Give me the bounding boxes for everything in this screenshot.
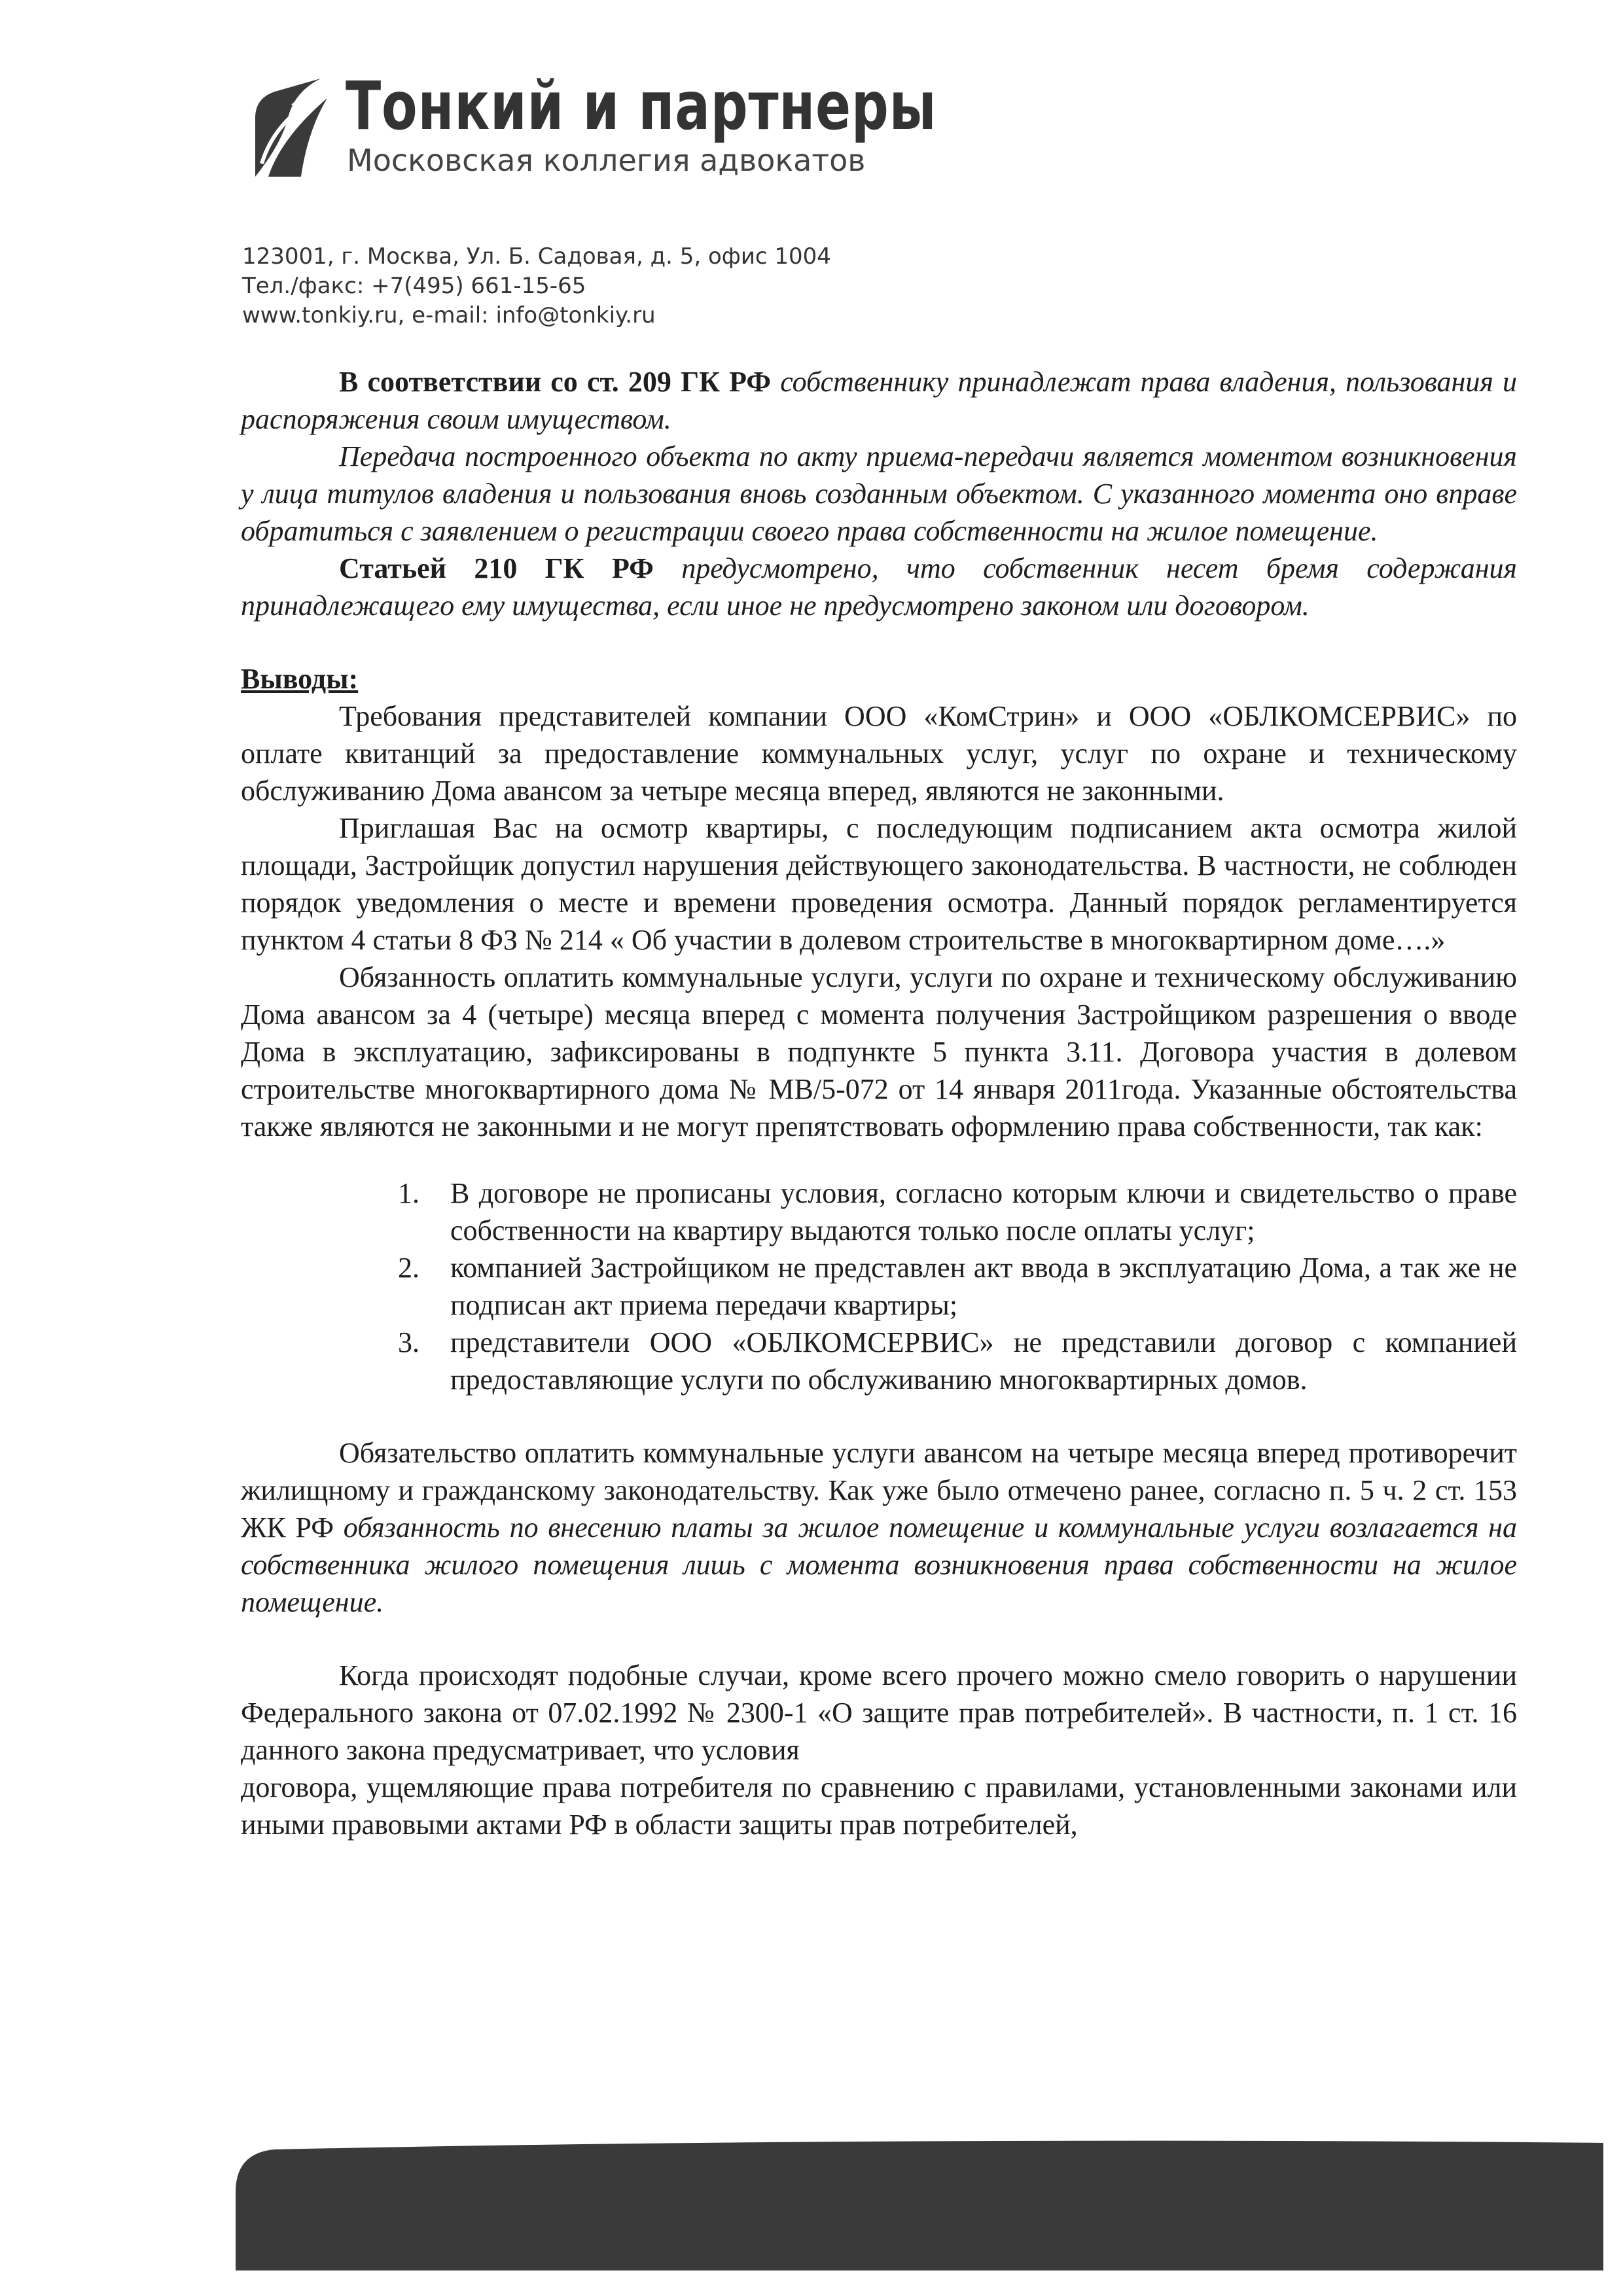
list-item-text: представители ООО «ОБЛКОМСЕРВИС» не представили договор с компанией предоставляющие услуги по обслуживанию многоквартирных домов. <box>450 1326 1517 1396</box>
paragraph-art-210 <box>241 550 1517 624</box>
flame-leaf-icon <box>242 79 334 177</box>
logo-firm-name: Тонкий и партнеры <box>346 67 937 145</box>
address-line: 123001, г. Москва, Ул. Б. Садовая, д. 5, офис 1004 <box>242 243 831 270</box>
contact-block <box>242 242 831 330</box>
paragraph-object-transfer: Передача построенного объекта по акту приема-передачи является моментом возникновения у лица титулов владения и пользования вновь созданным объектом. С указанного момента оно вправе обратиться с заявлением о регистрации своего права собственности на жилое помещение. <box>241 440 1517 547</box>
paragraph-advance-payment <box>241 1434 1517 1621</box>
list-item-number: 3. <box>398 1326 419 1358</box>
list-item-text: компанией Застройщиком не представлен акт ввода в эксплуатацию Дома, а так же не подписан акт приема передачи квартиры; <box>450 1252 1517 1321</box>
paragraph-consumer-rights-continued: договора, ущемляющие права потребителя по сравнению с правилами, установленными законами или иными правовыми актами РФ в области защиты прав потребителей, <box>241 1771 1517 1841</box>
paragraph-consumer-rights: Когда происходят подобные случаи, кроме всего прочего можно смело говорить о нарушении Федерального закона от 07.02.1992 № 2300-1 «О защите прав потребителей». В частности, п. 1 ст. 16 данного закона предусматривает, что условия <box>241 1659 1517 1766</box>
letter-body <box>241 363 1517 1843</box>
art-209-reference: В соответствии со ст. 209 ГК РФ <box>339 366 772 398</box>
list-item <box>398 1249 1517 1324</box>
conclusion-3: Обязанность оплатить коммунальные услуги, услуги по охране и техническому обслуживанию Дома авансом за 4 (четыре) месяца вперед с момента получения Застройщиком разрешения о вводе Дома в эксплуатацию, зафиксированы в подпункте 5 пункта 3.11. Договора участия в долевом строительстве многоквартирного дома № МВ/5-072 от 14 января 2011года. Указанные обстоятельства также являются не законными и не могут препятствовать оформлению права собственности, так как: <box>241 961 1517 1142</box>
conclusions-heading: Выводы: <box>241 663 359 695</box>
conclusion-1: Требования представителей компании ООО «КомСтрин» и ООО «ОБЛКОМСЕРВИС» по оплате квитанций за предоставление коммунальных услуг, услуг по охране и техническому обслуживанию Дома авансом за четыре месяца вперед, являются не законными. <box>241 700 1517 807</box>
list-item <box>398 1324 1517 1398</box>
firm-logo <box>242 67 937 195</box>
reasons-list <box>241 1174 1517 1398</box>
art-210-reference: Статьей 210 ГК РФ <box>339 552 654 584</box>
advance-payment-quote: обязанность по внесению платы за жилое помещение и коммунальные услуги возлагается на собственника жилого помещения лишь с момента возникновения права собственности на жилое помещение. <box>241 1511 1517 1618</box>
phone-line: Тел./факс: +7(495) 661-15-65 <box>242 273 586 299</box>
paragraph-art-209 <box>241 363 1517 438</box>
list-item-number: 1. <box>398 1177 419 1209</box>
list-item-text: В договоре не прописаны условия, согласно которым ключи и свидетельство о праве собственности на квартиру выдаются только после оплаты услуг; <box>450 1177 1517 1246</box>
conclusion-2: Приглашая Вас на осмотр квартиры, с последующим подписанием акта осмотра жилой площади, Застройщик допустил нарушения действующего законодательства. В частности, не соблюден порядок уведомления о месте и времени проведения осмотра. Данный порядок регламентируется пунктом 4 статьи 8 ФЗ № 214 « Об участии в долевом строительстве в многоквартирном доме….» <box>241 812 1517 956</box>
web-email-line: www.tonkiy.ru, e-mail: info@tonkiy.ru <box>242 302 656 328</box>
list-item <box>398 1174 1517 1249</box>
list-item-number: 2. <box>398 1252 419 1284</box>
advance-payment-text: Обязательство оплатить коммунальные услуги авансом на четыре месяца вперед противоречит жилищному и гражданскому законодательству. Как уже было отмечено ранее, согласно п. 5 ч. 2 ст. 153 ЖК РФ <box>241 1437 1517 1544</box>
logo-subtitle: Московская коллегия адвокатов <box>347 143 866 178</box>
footer-decorative-bar <box>236 2140 1603 2270</box>
art-209-text: собственнику принадлежат права владения, пользования и распоряжения своим имуществом. <box>241 366 1517 435</box>
art-210-text: предусмотрено, что собственник несет бремя содержания принадлежащего ему имущества, если иное не предусмотрено законом или договором. <box>241 552 1517 622</box>
